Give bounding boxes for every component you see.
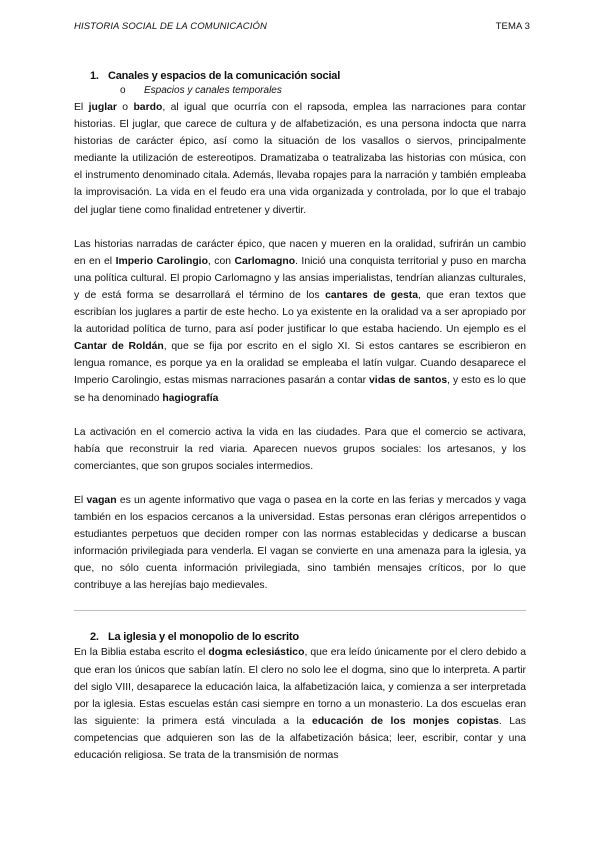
paragraph-carolingio: Las historias narradas de carácter épico, que nacen y mueren en la oralidad, sufrirán un cambio en en el Imperio Carolingio, con Carlomagno. Inició una conquista territorial y puso en marcha una política cultural. El propio Carlomagno y las ansias imperialistas, tendrían alianzas culturales, y de está forma se desarrollará el término de los cantares de gesta, que eran textos que escribían los juglares a partir de este hecho. Lo ya existente en la oralidad va a ser apropiado por la autoridad política de turno, para así poder justificar lo que estaba haciendo. Un ejemplo es el Cantar de Roldán, que se fija por escrito en el siglo XI. Si estos cantares se escribieron en lengua romance, es porque ya en la oralidad se empleaba el latín vulgar. Cuando desaparece el Imperio Carolingio, estas mismas narraciones pasarán a contar vidas de santos, y esto es lo que se ha denominado hagiografía — [74, 238, 527, 404]
section-2-heading — [90, 631, 526, 643]
subsection-heading — [120, 83, 526, 99]
paragraph-comercio: La activación en el comercio activa la vida en las ciudades. Para que el comercio se activara, había que reconstruir la red viaria. Aparecen nuevos grupos sociales: los artesanos, y los comerciantes, que son grupos sociales intermedios. — [74, 426, 526, 472]
paragraph-vagan: El vagan es un agente informativo que vaga o pasea en la corte en las ferias y mercados y vaga también en los espacios cercanos a la universidad. Estas personas eran clérigos arrepentidos o estudiantes perpetuos que deciden romper con las normas establecidas y dedicarse a buscan información privilegiada para venderla. El vagan se convierte en una amenaza para la iglesia, ya que, no sólo cuenta información privilegiada, sino también mensajes críticos, por lo que contribuye a las herejías bajo medievales. — [74, 494, 526, 592]
section-divider — [74, 610, 526, 611]
paragraph-iglesia: En la Biblia estaba escrito el dogma eclesiástico, que era leído únicamente por el clero debido a que eran los únicos que sabían latín. El clero no solo lee el dogma, sino que lo interpreta. A partir del siglo VIII, desaparece la educación laica, la alfabetización laica, y comienza a ser interpretada por la iglesia. Estas escuelas están casi siempre en torno a un monasterio. La dos escuelas eran las siguiente: la primera está vinculada a la educación de los monjes copistas. Las competencias que adquieren son las de la alfabetización básica; leer, escribir, contar y una educación religiosa. Se trata de la transmisión de normas — [74, 647, 526, 761]
section-1-heading — [90, 70, 526, 82]
section-2-number: 2. — [90, 631, 99, 644]
header-topic-number: TEMA 3 — [495, 21, 530, 32]
document-body — [74, 70, 526, 764]
paragraph-juglar: El juglar o bardo, al igual que ocurría con el rapsoda, emplea las narraciones para contar historias. El juglar, que carece de cultura y de alfabetización, es una persona indocta que narra historias de carácter épico, así como la situación de los vasallos o siervos, principalmente mediante la utilización de estereotipos. Dramatizaba o teatralizaba las historias con música, con el instrumento denominado citala. Además, llevaba ropajes para la narración y también empleaba la improvisación. La vida en el feudo era una vida organizada y controlada, por lo que el trabajo del juglar tiene como finalidad entretener y divertir. — [74, 102, 526, 216]
page-header — [74, 21, 530, 35]
section-2-title: La iglesia y el monopolio de lo escrito — [108, 631, 299, 644]
subsection-title: Espacios y canales temporales — [144, 85, 282, 96]
circle-bullet-icon: o — [120, 85, 126, 96]
section-1-title: Canales y espacios de la comunicación social — [108, 70, 341, 82]
header-course-title: HISTORIA SOCIAL DE LA COMUNICACIÓN — [74, 21, 267, 32]
section-1-number: 1. — [90, 70, 99, 82]
